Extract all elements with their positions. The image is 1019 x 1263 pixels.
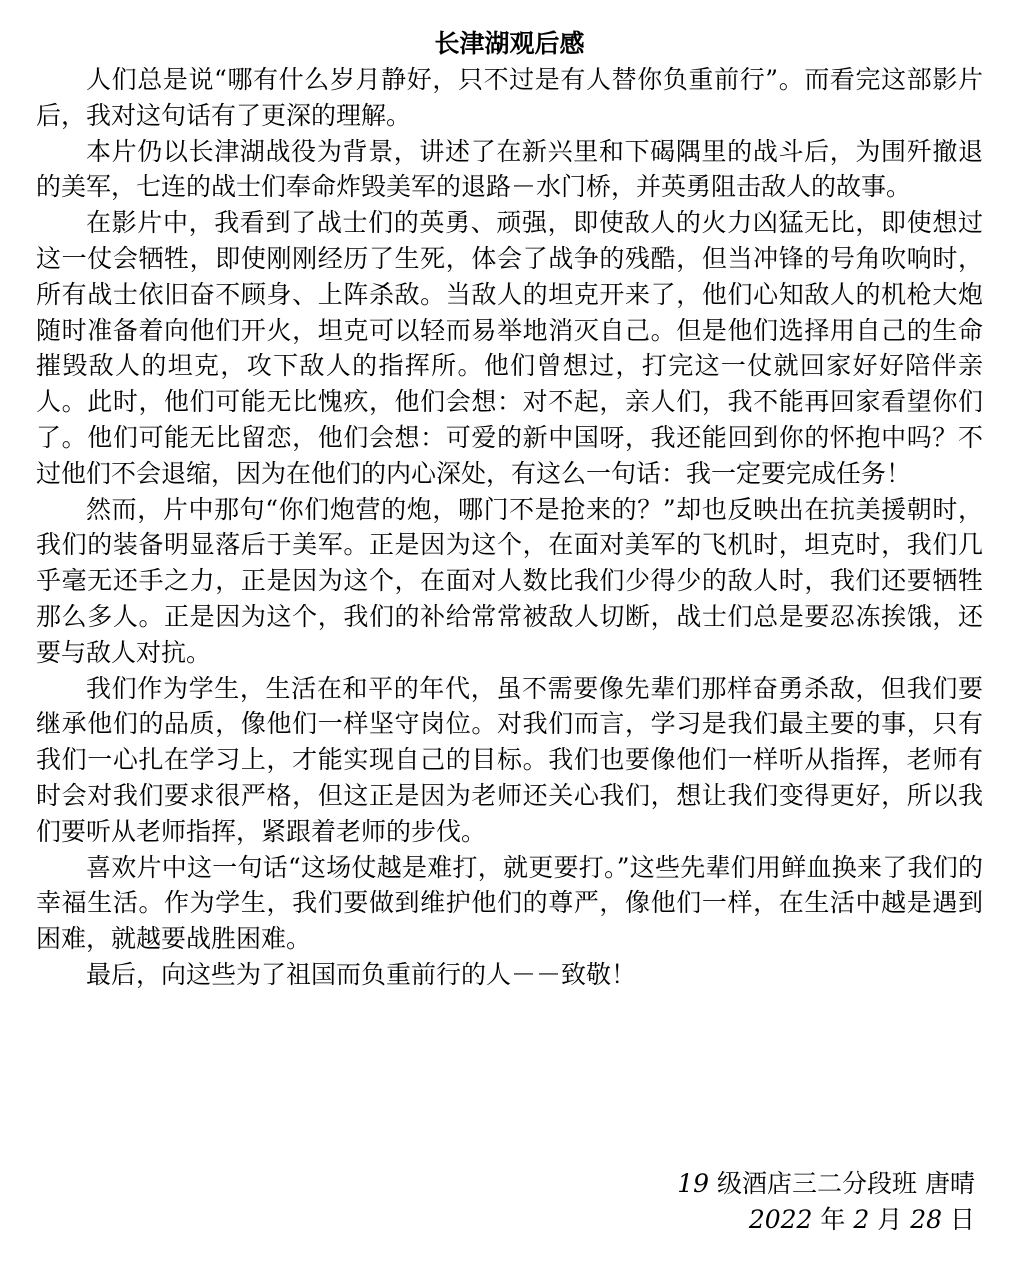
paragraph-5: 我们作为学生，生活在和平的年代，虽不需要像先辈们那样奋勇杀敌，但我们要继承他们的品质，像他们一样坚守岗位。对我们而言，学习是我们最主要的事，只有我们一心扎在学习上，才能实现自己的目标。我们也要像他们一样听从指挥，老师有时会对我们要求很严格，但这正是因为老师还关心我们，想让我们变得更好，所以我们要听从老师指挥，紧跟着老师的步伐。 bbox=[36, 673, 983, 846]
date-day-unit: 日 bbox=[949, 1205, 975, 1234]
author-line bbox=[677, 1166, 975, 1202]
paragraph-7: 最后，向这些为了祖国而负重前行的人－－致敬！ bbox=[86, 959, 637, 989]
date-day: 28 bbox=[910, 1205, 943, 1234]
date-year: 2022 bbox=[748, 1205, 813, 1234]
paragraph-4: 然而，片中那句“你们炮营的炮，哪门不是抢来的？”却也反映出在抗美援朝时，我们的装备明显落后于美军。正是因为这个，在面对美军的飞机时，坦克时，我们几乎毫无还手之力，正是因为这个，在面对人数比我们少得少的敌人时，我们还要牺牲那么多人。正是因为这个，我们的补给常常被敌人切断，战士们总是要忍冻挨饿，还要与敌人对抗。 bbox=[36, 494, 983, 667]
signature-block bbox=[677, 1166, 975, 1238]
paragraph-3: 在影片中，我看到了战士们的英勇、顽强，即使敌人的火力凶猛无比，即使想过这一仗会牺牲，即使刚刚经历了生死，体会了战争的残酷，但当冲锋的号角吹响时，所有战士依旧奋不顾身、上阵杀敌。当敌人的坦克开来了，他们心知敌人的机枪大炮随时准备着向他们开火，坦克可以轻而易举地消灭自己。但是他们选择用自己的生命摧毁敌人的坦克，攻下敌人的指挥所。他们曾想过，打完这一仗就回家好好陪伴亲人。此时，他们可能无比愧疚，他们会想：对不起，亲人们，我不能再回家看望你们了。他们可能无比留恋，他们会想：可爱的新中国呀，我还能回到你的怀抱中吗？不过他们不会退缩，因为在他们的内心深处，有这么一句话：我一定要完成任务！ bbox=[36, 208, 983, 488]
paragraph-1: 人们总是说“哪有什么岁月静好，只不过是有人替你负重前行”。而看完这部影片后，我对这句话有了更深的理解。 bbox=[36, 65, 983, 130]
date-month-unit: 月 bbox=[877, 1205, 903, 1234]
document-title: 长津湖观后感 bbox=[434, 29, 585, 58]
paragraph-6: 喜欢片中这一句话“这场仗越是难打，就更要打。”这些先辈们用鲜血换来了我们的幸福生活。作为学生，我们要做到维护他们的尊严，像他们一样，在生活中越是遇到困难，就越要战胜困难。 bbox=[36, 852, 983, 954]
date-month: 2 bbox=[853, 1205, 870, 1234]
date-line bbox=[677, 1202, 975, 1238]
class-number: 19 bbox=[677, 1169, 710, 1198]
class-name: 级酒店三二分段班 bbox=[717, 1169, 918, 1198]
document-body bbox=[36, 62, 983, 993]
paragraph-2: 本片仍以长津湖战役为背景，讲述了在新兴里和下碣隅里的战斗后，为围歼撤退的美军，七连的战士们奉命炸毁美军的退路－水门桥，并英勇阻击敌人的故事。 bbox=[36, 136, 983, 202]
date-year-unit: 年 bbox=[820, 1205, 846, 1234]
author-name: 唐晴 bbox=[924, 1169, 975, 1198]
